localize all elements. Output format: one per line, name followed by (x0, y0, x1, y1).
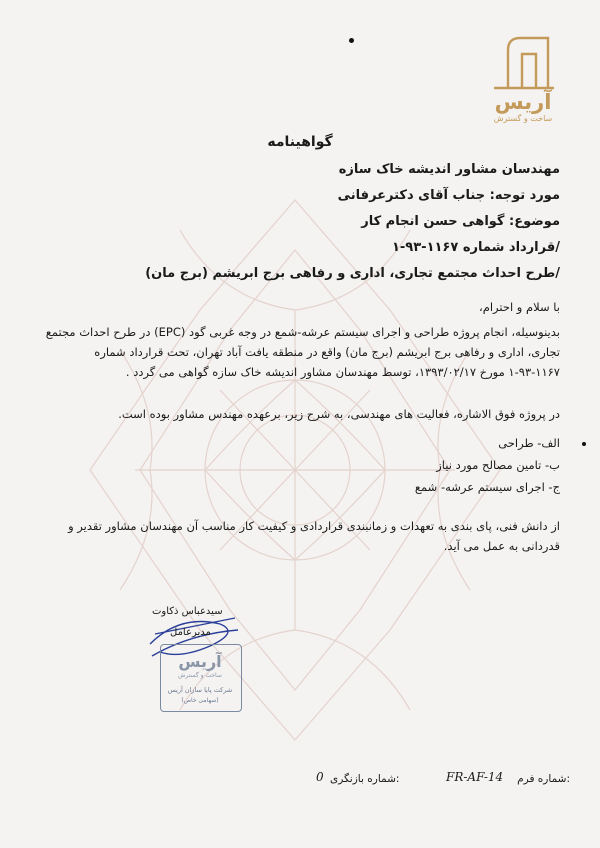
list-item: الف- طراحی (498, 436, 560, 450)
header-recipient: مهندسان مشاور اندیشه خاک سازه (338, 162, 560, 177)
stamp-company: شرکت پایا سازان آریس (167, 686, 233, 694)
revision-value: 0 (316, 770, 324, 784)
signatory-name: سیدعباس ذکاوت (152, 606, 223, 617)
paragraph-appreciation: از دانش فنی، پای بندی به تعهدات و زمانبندی قراردادی و کیفیت کار مناسب آن مهندسان مشاور تقدیر و قدردانی به عمل می آید. (68, 519, 560, 553)
header-attention: مورد توجه: جناب آقای دکترعرفانی (337, 188, 560, 203)
dot-mark (582, 442, 586, 446)
stamp-name: آریس (178, 652, 222, 671)
page-title: گواهینامه (267, 134, 333, 150)
greeting: با سلام و احترام، (479, 300, 560, 314)
stamp-note: (سهامی خاص) (181, 697, 219, 704)
paragraph-activities: در پروژه فوق الاشاره، فعالیت های مهندسی، به شرح زیر، برعهده مهندس مشاور بوده است. (118, 407, 560, 421)
header-contract: /قرارداد شماره ۱۱۶۷-۹۳-۱ (391, 240, 560, 255)
logo-name: آریس (494, 90, 552, 114)
paragraph-intro: بدینوسیله، انجام پروژه طراحی و اجرای سیستم عرشه-شمع در وجه غربی گود (EPC) در طرح احداث مجتمع تجاری، اداری و رفاهی برج ابریشم (برج مان) واقع در منطقه یافت آباد تهران، تحت قرارداد شماره ۱۱۶۷-۹۳-۱ مورخ ۱۳۹۳/۰۲/۱۷، توسط مهندسان مشاور اندیشه خاک سازه گواهی می گردد . (45, 325, 560, 379)
logo-tagline: ساخت و گسترش (493, 114, 553, 123)
header-project: /طرح احداث مجتمع تجاری، اداری و رفاهی برج ابریشم (برج مان) (145, 266, 560, 281)
revision-label: شماره بازنگری: (330, 773, 400, 785)
list-item: ج- اجرای سیستم عرشه- شمع (414, 480, 560, 494)
list-item: ب- تامین مصالح مورد نیاز (436, 458, 560, 472)
form-number-label: شماره فرم: (517, 773, 570, 785)
header-subject: موضوع: گواهی حسن انجام کار (361, 214, 560, 229)
stamp-tagline: ساخت و گسترش (178, 672, 222, 679)
dot-mark (349, 38, 354, 43)
form-number-value: FR-AF-14 (446, 770, 504, 784)
signatory-role: مدیرعامل (170, 627, 211, 638)
